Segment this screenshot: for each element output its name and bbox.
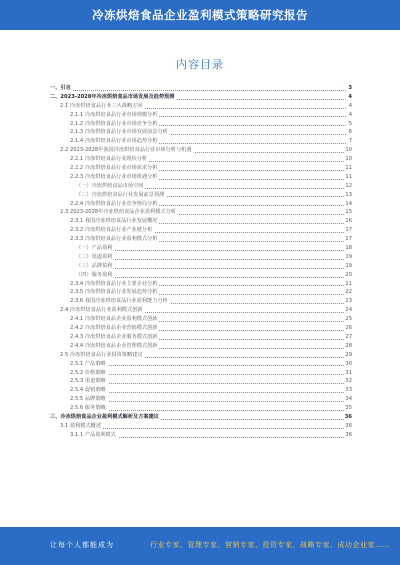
toc-entry[interactable] [50, 262, 352, 271]
toc-entry[interactable] [50, 128, 352, 137]
toc-entry-page: 27 [345, 333, 352, 340]
toc-entry[interactable] [50, 226, 352, 235]
toc-entry[interactable] [50, 120, 352, 129]
toc-entry[interactable] [50, 377, 352, 386]
toc-entry-label: 二、2023-2028年冷冻烘焙食品市场发展及趋势预测 [50, 93, 175, 100]
toc-entry-page: 28 [345, 342, 352, 349]
toc-entry[interactable] [50, 111, 352, 120]
toc-entry-label: 2.2 2023-2028年我国冷冻烘焙食品行业市场分析与机遇 [60, 147, 192, 154]
report-title: 冷冻烘焙食品企业盈利模式策略研究报告 [92, 8, 308, 22]
toc-leader-dots [76, 250, 346, 251]
toc-entry-page: 15 [345, 209, 352, 216]
footer-slogan: 让每个人都能成为 [50, 541, 114, 549]
toc-entry[interactable] [50, 288, 352, 297]
toc-entry[interactable] [50, 164, 352, 173]
toc-entry-page: 11 [345, 173, 352, 180]
toc-entry-page: 4 [348, 93, 352, 100]
toc-entry[interactable] [50, 93, 352, 102]
toc-entry-page: 20 [345, 271, 352, 278]
toc-entry-label: 一、引言 [50, 85, 71, 91]
toc-entry-label: （三）品牌盈利 [76, 262, 113, 269]
toc-leader-dots [70, 401, 346, 402]
toc-entry[interactable] [50, 146, 352, 155]
toc-entry-label: 2.1.4 冷冻烘焙食品行业市场趋势分析 [70, 138, 158, 145]
toc-leader-dots [50, 90, 346, 91]
toc-entry-page: 35 [345, 405, 352, 412]
toc-entry-label: 2.5.4 促销策略 [70, 387, 106, 394]
toc-entry[interactable] [50, 297, 352, 306]
toc-entry-page: 36 [344, 413, 352, 420]
toc-entry[interactable] [50, 280, 352, 289]
toc-entry-page: 18 [345, 245, 352, 252]
toc-leader-dots [76, 277, 346, 278]
toc-entry[interactable] [50, 315, 352, 324]
toc-entry-label: 2.2.1 冷冻烘焙食品行业现状分析 [70, 156, 148, 163]
toc-entry-page: 12 [345, 182, 352, 189]
toc-entry-label: 2.4.1 冷冻烘焙食品企业盈利模式创新 [70, 316, 158, 323]
toc-entry-page: 16 [345, 218, 352, 225]
toc-entry-label: 2.3.5 冷冻烘焙食品行业发展趋势分析 [70, 289, 158, 296]
toc-entry-page: 31 [345, 369, 352, 376]
toc-entry-page: 17 [345, 236, 352, 243]
toc-entry[interactable] [50, 404, 352, 413]
toc-entry-label: 2.2.2 冷冻烘焙食品行业市场需求分析 [70, 165, 158, 172]
toc-entry-label: （一）冷冻烘焙食品市场空间 [76, 182, 144, 189]
toc-entry-page: 29 [345, 351, 352, 358]
toc-entry[interactable] [50, 253, 352, 262]
toc-entry-page: 21 [345, 280, 352, 287]
toc-entry[interactable] [50, 244, 352, 253]
toc-leader-dots [70, 374, 346, 375]
toc-entry[interactable] [50, 102, 352, 111]
toc-entry-page: 5 [348, 120, 352, 127]
toc-entry-label: 2.3 2023-2028年冷冻烘焙食品企业盈利模式分析 [60, 209, 176, 216]
toc-entry[interactable] [50, 155, 352, 164]
toc-entry-page: 13 [345, 191, 352, 198]
toc-entry-label: 3.1 盈利模式概述 [60, 422, 102, 429]
toc-entry-page: 24 [345, 307, 352, 314]
toc-entry[interactable] [50, 84, 352, 93]
toc-entry[interactable] [50, 422, 352, 431]
toc-entry-page: 30 [345, 360, 352, 367]
toc-entry[interactable] [50, 333, 352, 342]
toc-entry-page: 10 [345, 156, 352, 163]
report-header-bar [0, 0, 400, 30]
toc-leader-dots [70, 365, 346, 366]
toc-entry-page: 23 [345, 298, 352, 305]
toc-entry[interactable] [50, 413, 352, 422]
toc-leader-dots [70, 410, 346, 411]
toc-entry[interactable] [50, 386, 352, 395]
toc-entry-label: 2.4.4 冷冻烘焙食品企业管理模式创新 [70, 342, 158, 349]
toc-entry[interactable] [50, 208, 352, 217]
toc-entry-page: 22 [345, 289, 352, 296]
toc-entry-label: 2.4 冷冻烘焙食品行业盈利模式创新 [60, 307, 143, 314]
toc-entry[interactable] [50, 395, 352, 404]
toc-entry-label: 2.1.1 冷冻烘焙食品行业市场规模分析 [70, 111, 158, 118]
toc-entry[interactable] [50, 342, 352, 351]
footer-roles: 行业专家、管理专家、营销专家、投资专家、战略专家、成功企业家…… [150, 541, 390, 549]
toc-entry-label: 3.1.1 产品盈利模式 [70, 431, 116, 438]
toc-entry[interactable] [50, 324, 352, 333]
toc-entry-label: 2.4.3 冷冻烘焙食品企业服务模式创新 [70, 333, 158, 340]
toc-entry-page: 14 [345, 200, 352, 207]
toc-entry-label: 2.3.1 我国冷冻烘焙食品行业发展概况 [70, 218, 158, 225]
toc-entry-label: （一）产品盈利 [76, 245, 113, 252]
toc-entry-page: 36 [345, 422, 352, 429]
toc-entry-label: 2.5.1 产品策略 [70, 360, 106, 367]
toc-entry-label: 2.5.2 价格策略 [70, 369, 106, 376]
toc-entry-label: 2.5 冷冻烘焙食品行业投资策略建议 [60, 351, 143, 358]
toc-entry-page: 3 [348, 85, 352, 91]
toc-entry-label: 2.3.2 冷冻烘焙食品行业产业链分析 [70, 227, 153, 234]
toc-entry-label: 2.5.5 品牌策略 [70, 396, 106, 403]
toc-leader-dots [70, 383, 346, 384]
toc-entry-page: 7 [348, 138, 352, 145]
toc-entry[interactable] [50, 431, 352, 440]
toc-entry-label: 2.1 冷冻烘焙食品行业三大战略方向 [60, 102, 143, 109]
toc-entry[interactable] [50, 200, 352, 209]
toc-entry-page: 10 [345, 147, 352, 154]
toc-entry-page: 25 [345, 316, 352, 323]
toc-entry[interactable] [50, 182, 352, 191]
toc-entry[interactable] [50, 271, 352, 280]
toc-entry-label: 2.3.4 冷冻烘焙食品行业主要企业分析 [70, 280, 158, 287]
toc-entry-page: 36 [345, 431, 352, 438]
toc-entry-page: 26 [345, 325, 352, 332]
toc-entry-label: 2.5.3 渠道策略 [70, 378, 106, 385]
toc-entry-label: 2.2.4 冷冻烘焙食品行业竞争格局分析 [70, 200, 158, 207]
toc-entry[interactable] [50, 191, 352, 200]
footer-bar [0, 529, 400, 565]
toc-entry-label: （四）服务盈利 [76, 271, 113, 278]
toc-entry-page: 11 [345, 165, 352, 172]
toc-entry[interactable] [50, 360, 352, 369]
toc-entry-label: （二）渠道盈利 [76, 253, 113, 260]
toc-entry[interactable] [50, 137, 352, 146]
toc-leader-dots [76, 268, 346, 269]
toc-entry-page: 17 [345, 227, 352, 234]
toc-entry[interactable] [50, 217, 352, 226]
toc-entry-label: 2.4.2 冷冻烘焙食品企业营销模式创新 [70, 325, 158, 332]
toc-entry-label: 2.3.6 我国冷冻烘焙食品行业盈利能力分析 [70, 298, 168, 305]
toc-entry-label: 2.1.3 冷冻烘焙食品行业市场发展前景分析 [70, 129, 168, 136]
table-of-contents [50, 84, 352, 440]
toc-entry-label: 2.3.3 冷冻烘焙食品行业盈利模式分析 [70, 236, 158, 243]
toc-leader-dots [70, 392, 346, 393]
toc-entry-page: 19 [345, 253, 352, 260]
toc-entry[interactable] [50, 369, 352, 378]
toc-entry[interactable] [50, 306, 352, 315]
toc-entry[interactable] [50, 351, 352, 360]
toc-entry[interactable] [50, 173, 352, 182]
toc-entry-page: 6 [348, 129, 352, 136]
toc-entry-label: 2.2.3 冷冻烘焙食品行业市场机遇分析 [70, 173, 158, 180]
toc-heading: 内容目录 [176, 58, 224, 71]
toc-entry-page: 4 [348, 102, 352, 109]
toc-entry-page: 32 [345, 378, 352, 385]
toc-entry-label: 2.5.6 服务策略 [70, 405, 106, 412]
toc-entry-page: 19 [345, 262, 352, 269]
toc-entry-label: （二）冷冻烘焙食品行业发展前景预测 [76, 191, 165, 198]
toc-entry[interactable] [50, 235, 352, 244]
toc-entry-label: 三、冷冻烘焙食品企业盈利模式解析及方案建议 [50, 413, 159, 420]
toc-entry-page: 33 [345, 387, 352, 394]
toc-entry-page: 34 [345, 396, 352, 403]
toc-entry-label: 2.1.2 冷冻烘焙食品行业市场竞争分析 [70, 120, 158, 127]
toc-leader-dots [76, 259, 346, 260]
toc-entry-page: 4 [348, 111, 352, 118]
